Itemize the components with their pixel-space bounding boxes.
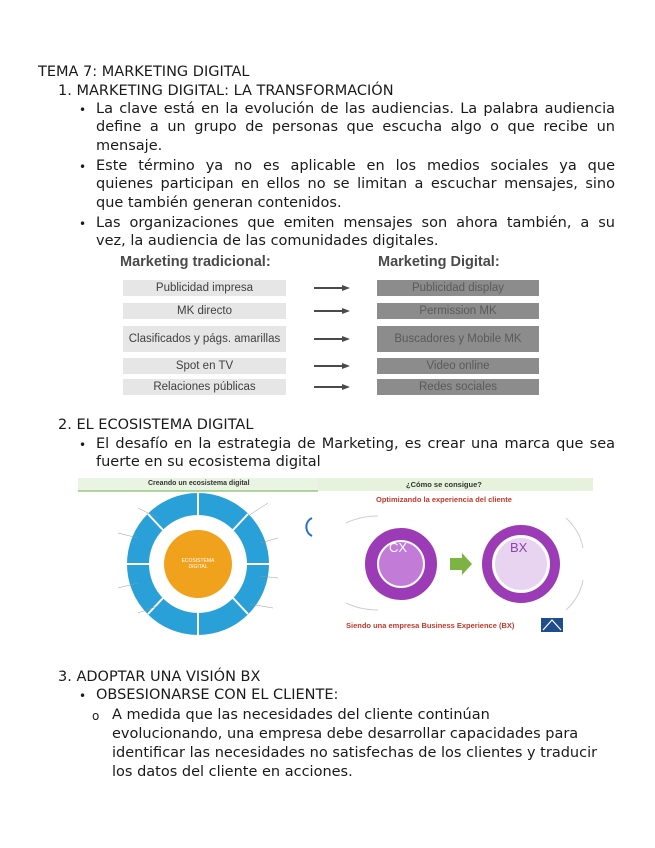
bullet-glyph: • bbox=[79, 160, 87, 174]
s3-bullet: OBSESIONARSE CON EL CLIENTE: bbox=[96, 687, 339, 703]
ecosystem-graphic bbox=[78, 478, 593, 635]
bullet-glyph: • bbox=[79, 438, 87, 452]
traditional-item: Publicidad impresa bbox=[123, 280, 286, 296]
section3-heading: 3. ADOPTAR UNA VISIÓN BX bbox=[58, 669, 261, 685]
section1-heading: 1. MARKETING DIGITAL: LA TRANSFORMACIÓN bbox=[58, 83, 394, 99]
digital-item: Buscadores y Mobile MK bbox=[377, 326, 539, 352]
traditional-item: Spot en TV bbox=[123, 358, 286, 374]
arrow-right-icon bbox=[314, 285, 350, 291]
digital-item: Permission MK bbox=[377, 303, 539, 319]
text-line: mensaje. bbox=[96, 137, 163, 154]
s1-bullet-2 bbox=[96, 157, 615, 212]
s1-bullet-1 bbox=[96, 100, 615, 155]
text-line: Este término ya no es aplicable en los medios sociales ya que bbox=[96, 158, 615, 174]
text-line: define a un grupo de personas que escucha algo o que recibe un bbox=[96, 119, 615, 136]
arrow-right-icon bbox=[314, 336, 350, 342]
digital-item: Publicidad display bbox=[377, 280, 539, 296]
text-line: fuerte en su ecosistema digital bbox=[96, 454, 321, 471]
section2-heading: 2. EL ECOSISTEMA DIGITAL bbox=[58, 417, 254, 433]
text-line: Las organizaciones que emiten mensajes son ahora también, a su bbox=[96, 215, 615, 231]
text-line: El desafío en la estrategia de Marketing, es crear una marca que sea bbox=[96, 436, 615, 452]
arrow-right-icon bbox=[314, 384, 350, 390]
s3-sub-line: A medida que las necesidades del cliente continúan bbox=[112, 707, 490, 723]
figure-left-header: Creando un ecosistema digital bbox=[148, 480, 250, 487]
figure-right-header: ¿Cómo se consigue? bbox=[406, 480, 482, 489]
traditional-item: Clasificados y págs. amarillas bbox=[123, 326, 286, 352]
ecosystem-figure bbox=[78, 478, 593, 635]
text-line: vez, la audiencia de las comunidades digitales. bbox=[96, 233, 439, 250]
page-title: TEMA 7: MARKETING DIGITAL bbox=[38, 64, 250, 80]
s3-sub-line: los datos del cliente en acciones. bbox=[112, 764, 353, 780]
digital-item: Redes sociales bbox=[377, 379, 539, 395]
bullet-glyph: • bbox=[79, 217, 87, 231]
comparison-left-title: Marketing tradicional: bbox=[120, 254, 271, 270]
comparison-right-title: Marketing Digital: bbox=[378, 254, 500, 270]
figure-footer: Siendo una empresa Business Experience (BX) bbox=[346, 621, 515, 630]
arrow-right-icon bbox=[314, 363, 350, 369]
traditional-item: MK directo bbox=[123, 303, 286, 319]
ecosystem-center-label: ECOSISTEMA DIGITAL bbox=[181, 558, 215, 570]
text-line: que también generan contenidos. bbox=[96, 194, 342, 211]
cx-label: CX bbox=[389, 540, 408, 555]
text-line: quienes participan en ellos no se limitan a escuchar mensajes, sino bbox=[96, 176, 615, 193]
bx-label: BX bbox=[510, 540, 528, 555]
text-line: La clave está en la evolución de las audiencias. La palabra audiencia bbox=[96, 101, 615, 117]
bullet-glyph: • bbox=[79, 103, 87, 117]
traditional-item: Relaciones públicas bbox=[123, 379, 286, 395]
figure-subtitle: Optimizando la experiencia del cliente bbox=[376, 495, 512, 504]
s3-sub-line: identificar las necesidades no satisfechas de los clientes y traducir bbox=[112, 745, 598, 761]
s3-sub-line: evolucionando, una empresa debe desarrollar capacidades para bbox=[112, 726, 579, 742]
bullet-glyph: • bbox=[79, 689, 87, 703]
s2-bullet-1 bbox=[96, 435, 615, 472]
digital-item: Video online bbox=[377, 358, 539, 374]
s1-bullet-3 bbox=[96, 214, 615, 251]
arrow-right-icon bbox=[314, 308, 350, 314]
sub-bullet-glyph: o bbox=[92, 709, 100, 723]
